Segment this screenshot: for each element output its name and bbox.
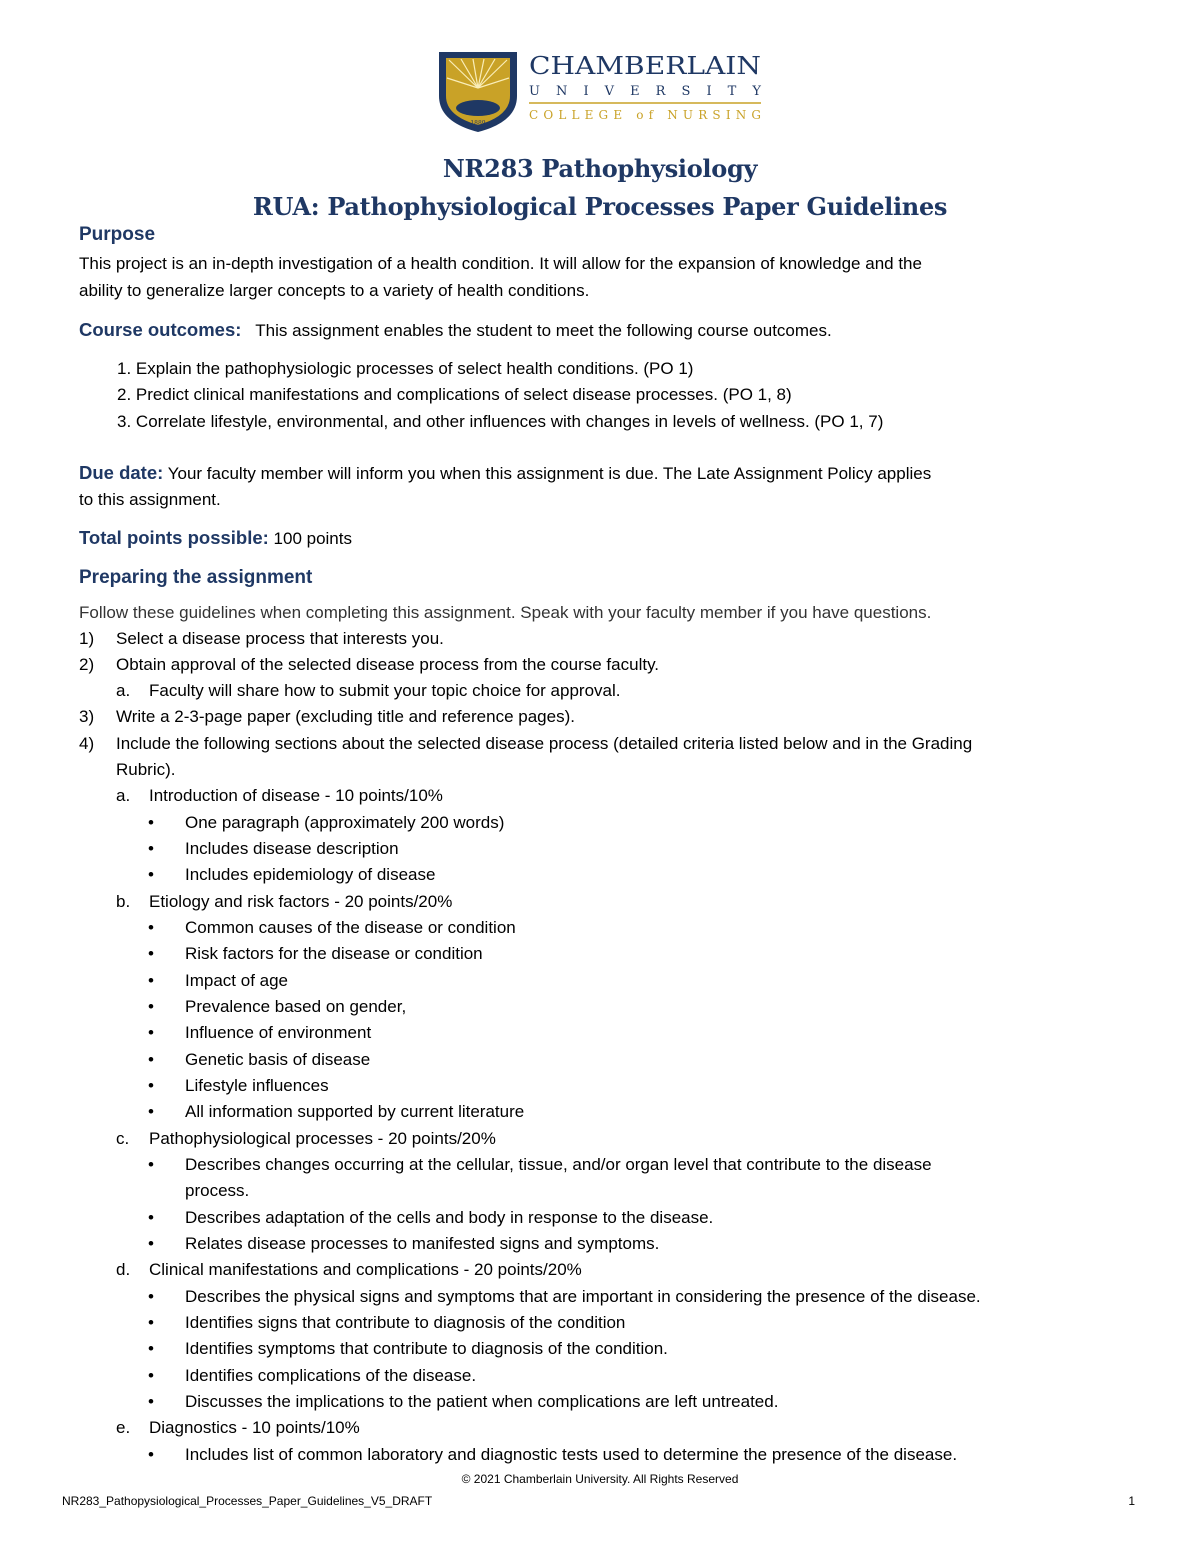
logo-name-main: CHAMBERLAIN — [529, 52, 761, 80]
bullet-item — [148, 915, 516, 941]
bullet-item — [148, 941, 483, 967]
bullet-item — [148, 1099, 524, 1125]
section-letter: c. — [116, 1129, 130, 1148]
bullet-item — [148, 836, 399, 862]
step-continuation: Rubric). — [116, 760, 176, 779]
section-title-text: Diagnostics - 10 points/10% — [149, 1418, 360, 1437]
purpose-line-2: ability to generalize larger concepts to a variety of health conditions. — [79, 281, 590, 300]
bullet-icon: • — [148, 839, 154, 858]
course-outcomes — [79, 317, 832, 344]
course-title: NR283 Pathophysiology — [442, 154, 758, 183]
section-title-text: Clinical manifestations and complications - 20 points/20% — [149, 1260, 582, 1279]
bullet-icon: • — [148, 997, 154, 1016]
sub-step — [116, 678, 620, 704]
bullet-item — [148, 1363, 476, 1389]
step-text: Include the following sections about the selected disease process (detailed criteria listed below and in the Grading — [116, 734, 973, 753]
outcome-text: Predict clinical manifestations and complications of select disease processes. (PO 1, 8) — [135, 385, 792, 404]
bullet-item — [148, 1442, 957, 1468]
bullet-text: Includes disease description — [185, 839, 399, 858]
total-points — [79, 525, 352, 552]
section-title-text: Etiology and risk factors - 20 points/20% — [149, 892, 453, 911]
step-number: 3) — [79, 707, 95, 726]
due-date-line-2: to this assignment. — [79, 490, 221, 509]
section-title — [116, 1126, 496, 1152]
bullet-text: All information supported by current literature — [185, 1102, 525, 1121]
chamberlain-logo — [437, 48, 767, 134]
bullet-icon: • — [148, 1023, 154, 1042]
bullet-icon: • — [148, 1313, 154, 1332]
step — [79, 731, 972, 757]
bullet-text: Relates disease processes to manifested signs and symptoms. — [185, 1234, 660, 1253]
section-letter: e. — [116, 1418, 131, 1437]
outcome-item — [117, 356, 693, 382]
due-date — [79, 460, 931, 487]
bullet-item — [148, 968, 288, 994]
bullet-icon: • — [148, 1445, 154, 1464]
outcome-item — [117, 382, 792, 408]
outcome-item — [117, 409, 883, 435]
purpose-heading: Purpose — [79, 224, 156, 245]
bullet-item — [148, 1389, 778, 1415]
bullet-icon: • — [148, 971, 154, 990]
step-number: 2) — [79, 655, 95, 674]
sub-step-letter: a. — [116, 681, 131, 700]
bullet-text: Common causes of the disease or condition — [185, 918, 516, 937]
footer-copyright: © 2021 Chamberlain University. All Rights Reserved — [461, 1472, 739, 1486]
logo-year: 1889 — [470, 120, 486, 127]
bullet-text: Risk factors for the disease or condition — [185, 944, 483, 963]
bullet-text: Describes adaptation of the cells and body in response to the disease. — [185, 1208, 714, 1227]
course-outcomes-label: Course outcomes: — [79, 319, 242, 340]
bullet-icon: • — [148, 1234, 154, 1253]
course-outcomes-intro: This assignment enables the student to meet the following course outcomes. — [255, 321, 832, 340]
bullet-text: Describes the physical signs and symptoms that are important in considering the presence of the disease. — [185, 1287, 981, 1306]
bullet-icon: • — [148, 1366, 154, 1385]
bullet-text: Describes changes occurring at the cellular, tissue, and/or organ level that contribute to the disease — [185, 1155, 932, 1174]
section-title-text: Introduction of disease - 10 points/10% — [149, 786, 443, 805]
section-title — [116, 889, 452, 915]
bullet-text: One paragraph (approximately 200 words) — [185, 813, 505, 832]
bullet-icon: • — [148, 813, 154, 832]
section-letter: b. — [116, 892, 131, 911]
bullet-item — [148, 862, 435, 888]
bullet-icon: • — [148, 865, 154, 884]
footer-page-number: 1 — [1128, 1494, 1135, 1508]
total-points-label: Total points possible: — [79, 527, 269, 548]
assignment-title: RUA: Pathophysiological Processes Paper Guidelines — [252, 192, 948, 221]
bullet-continuation: process. — [185, 1181, 250, 1200]
bullet-icon: • — [148, 1076, 154, 1095]
section-title — [116, 1415, 360, 1441]
outcome-number: 2. — [117, 385, 132, 404]
bullet-icon: • — [148, 1339, 154, 1358]
bullet-text: Impact of age — [185, 971, 289, 990]
bullet-text: Prevalence based on gender, — [185, 997, 407, 1016]
bullet-item — [148, 1336, 668, 1362]
bullet-item — [148, 994, 406, 1020]
step-text: Obtain approval of the selected disease process from the course faculty. — [116, 655, 660, 674]
section-letter: d. — [116, 1260, 131, 1279]
bullet-item — [148, 1205, 713, 1231]
bullet-icon: • — [148, 1287, 154, 1306]
bullet-icon: • — [148, 1208, 154, 1227]
step — [79, 704, 575, 730]
bullet-icon: • — [148, 1392, 154, 1411]
bullet-text: Identifies complications of the disease. — [185, 1366, 477, 1385]
section-title-text: Pathophysiological processes - 20 points/20% — [149, 1129, 496, 1148]
due-date-label: Due date: — [79, 462, 164, 483]
due-date-line-1: Your faculty member will inform you when this assignment is due. The Late Assignment Policy applies — [167, 464, 932, 483]
bullet-item — [148, 1020, 371, 1046]
logo-college: COLLEGE of NURSING — [529, 108, 761, 122]
bullet-item — [148, 1047, 370, 1073]
bullet-item — [148, 1231, 659, 1257]
preparing-heading: Preparing the assignment — [79, 567, 313, 588]
section-letter: a. — [116, 786, 131, 805]
step-number: 1) — [79, 629, 95, 648]
bullet-icon: • — [148, 1050, 154, 1069]
section-title — [116, 1257, 582, 1283]
bullet-text: Genetic basis of disease — [185, 1050, 371, 1069]
bullet-item — [148, 1073, 329, 1099]
step — [79, 652, 659, 678]
bullet-text: Identifies signs that contribute to diagnosis of the condition — [185, 1313, 626, 1332]
bullet-text: Lifestyle influences — [185, 1076, 329, 1095]
step-text: Select a disease process that interests you. — [116, 629, 444, 648]
sub-step-text: Faculty will share how to submit your topic choice for approval. — [149, 681, 621, 700]
bullet-item — [148, 1310, 625, 1336]
bullet-text: Influence of environment — [185, 1023, 372, 1042]
step-number: 4) — [79, 734, 95, 753]
bullet-text: Includes list of common laboratory and diagnostic tests used to determine the presence of the disease. — [185, 1445, 958, 1464]
bullet-text: Discusses the implications to the patient when complications are left untreated. — [185, 1392, 779, 1411]
step — [79, 626, 444, 652]
bullet-icon: • — [148, 1102, 154, 1121]
preparing-intro: Follow these guidelines when completing this assignment. Speak with your faculty member if you have questions. — [79, 603, 932, 622]
bullet-icon: • — [148, 918, 154, 937]
bullet-text: Includes epidemiology of disease — [185, 865, 436, 884]
outcome-text: Correlate lifestyle, environmental, and other influences with changes in levels of wellness. (PO 1, 7) — [135, 412, 884, 431]
bullet-icon: • — [148, 944, 154, 963]
bullet-text: Identifies symptoms that contribute to diagnosis of the condition. — [185, 1339, 668, 1358]
step-text: Write a 2-3-page paper (excluding title and reference pages). — [116, 707, 575, 726]
outcome-number: 1. — [117, 359, 132, 378]
outcome-text: Explain the pathophysiologic processes of select health conditions. (PO 1) — [135, 359, 694, 378]
footer-filename: NR283_Pathopysiological_Processes_Paper_Guidelines_V5_DRAFT — [62, 1494, 433, 1508]
logo-name-sub: UNIVERSITY — [529, 84, 761, 99]
section-title — [116, 783, 443, 809]
bullet-icon: • — [148, 1155, 154, 1174]
bullet-item — [148, 1152, 932, 1178]
bullet-item — [148, 1284, 981, 1310]
outcome-number: 3. — [117, 412, 132, 431]
total-points-value: 100 points — [273, 529, 352, 548]
purpose-line-1: This project is an in-depth investigation of a health condition. It will allow for the expansion of knowledge and the — [79, 254, 922, 273]
bullet-item — [148, 810, 504, 836]
